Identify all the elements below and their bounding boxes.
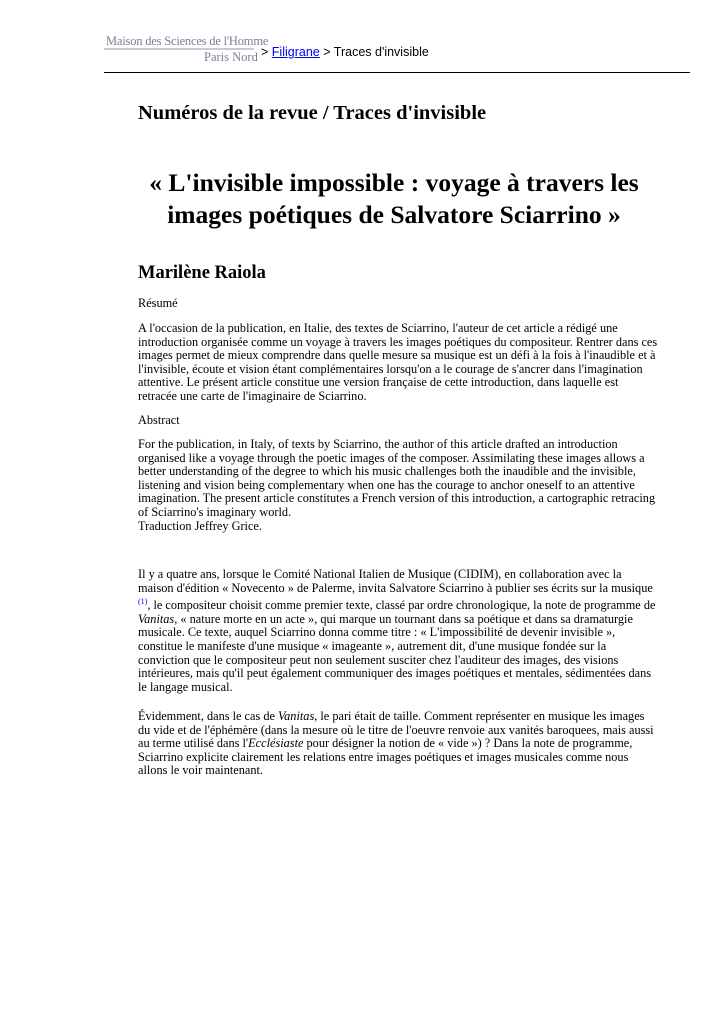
p2-text-b: , le pari était de taille. Comment représenter en musique les images du vide et de l'éphémère (dans la mesure où le titre de l'oeuvre renvoie aux vanités baroquees, mais aussi au terme utilisé dans l': [138, 709, 654, 751]
body-paragraph-1: [138, 568, 658, 694]
article-title: « L'invisible impossible : voyage à travers les images poétiques de Salvatore Sciarrino »: [149, 168, 639, 229]
p2-text-a: Évidemment, dans le cas de: [138, 709, 275, 723]
site-header: [104, 30, 690, 74]
breadcrumb: [261, 45, 429, 59]
p1-title-vanitas: Vanitas: [138, 611, 175, 626]
resume-label: Résumé: [138, 296, 178, 310]
p1-text-a: Il y a quatre ans, lorsque le Comité National Italien de Musique (CIDIM), en collaboration avec la maison d'édition « Novecento » de Palerme, invita Salvatore Sciarrino à publier ses écrits sur la musique: [138, 567, 653, 595]
resume-text: A l'occasion de la publication, en Italie, des textes de Sciarrino, l'auteur de cet article a rédigé une introduction organisée comme un voyage à travers les images poétiques du compositeur. Rentrer dans ces images permet de mieux comprendre dans quelle mesure sa musique est un défi à la fois à l'inaudible et à l'invisible, écoute et vision étant complémentaires lorsqu'on a le courage de s'ancrer dans l'imagination attentive. Le présent article constitue une version française de cette introduction, dans laquelle est retracée une carte de l'imaginaire de Sciarrino.: [138, 321, 658, 403]
header-divider: [104, 72, 690, 73]
author-name: Marilène Raiola: [138, 263, 266, 283]
breadcrumb-link-filigrane[interactable]: Filigrane: [271, 45, 320, 59]
footnote-link-1[interactable]: (1): [138, 597, 148, 607]
logo-line2: Paris Nord: [204, 50, 258, 64]
section-title: Numéros de la revue / Traces d'invisible: [138, 102, 487, 124]
p2-text-c: pour désigner la notion de « vide ») ? Dans la note de programme, Sciarrino explicite clairement les relations entre images poétiques et images musicales comme nous allons le voir maintenant.: [138, 736, 633, 778]
p1-text-c: , « nature morte en un acte », qui marque un tournant dans sa poétique et dans sa dramaturgie musicale. Ce texte, auquel Sciarrino donna comme titre : « L'impossibilité de devenir invisible », constitue le manifeste d'une musique « imageante », autrement dit, d'une musique fondée sur la conviction que le compositeur peut non seulement susciter chez l'auditeur des images, des visions intérieures, mais qu'il peut également communiquer des images poétiques et mentales, sédimentées dans le langage musical.: [138, 611, 652, 694]
breadcrumb-current: Traces d'invisible: [333, 45, 429, 59]
abstract-text: For the publication, in Italy, of texts by Sciarrino, the author of this article drafted an introduction organised like a voyage through the poetic images of the composer. Assimilating these images allows a better understanding of the degree to which his music challenges both the inaudible and the invisible, listening and vision being complementary when one has the courage to anchor oneself to an attentive imagination. The present article constitutes a French version of this introduction, a cartographic retracing of Sciarrino's imaginary world.: [138, 437, 656, 519]
body-paragraph-2: [138, 710, 658, 778]
p1-text-b: , le compositeur choisit comme premier texte, classé par ordre chronologique, la note de programme de: [147, 598, 656, 613]
translation-credit: Traduction Jeffrey Grice.: [138, 518, 262, 533]
p2-title-ecclesiaste: Ecclésiaste: [248, 736, 304, 751]
breadcrumb-separator: >: [261, 45, 269, 59]
breadcrumb-separator: >: [323, 45, 331, 59]
logo-line1: Maison des Sciences de l'Homme: [106, 34, 269, 48]
p2-title-vanitas: Vanitas: [278, 709, 315, 723]
site-logo[interactable]: [104, 34, 269, 64]
abstract-label: Abstract: [138, 413, 180, 427]
abstract-block: [138, 438, 658, 533]
